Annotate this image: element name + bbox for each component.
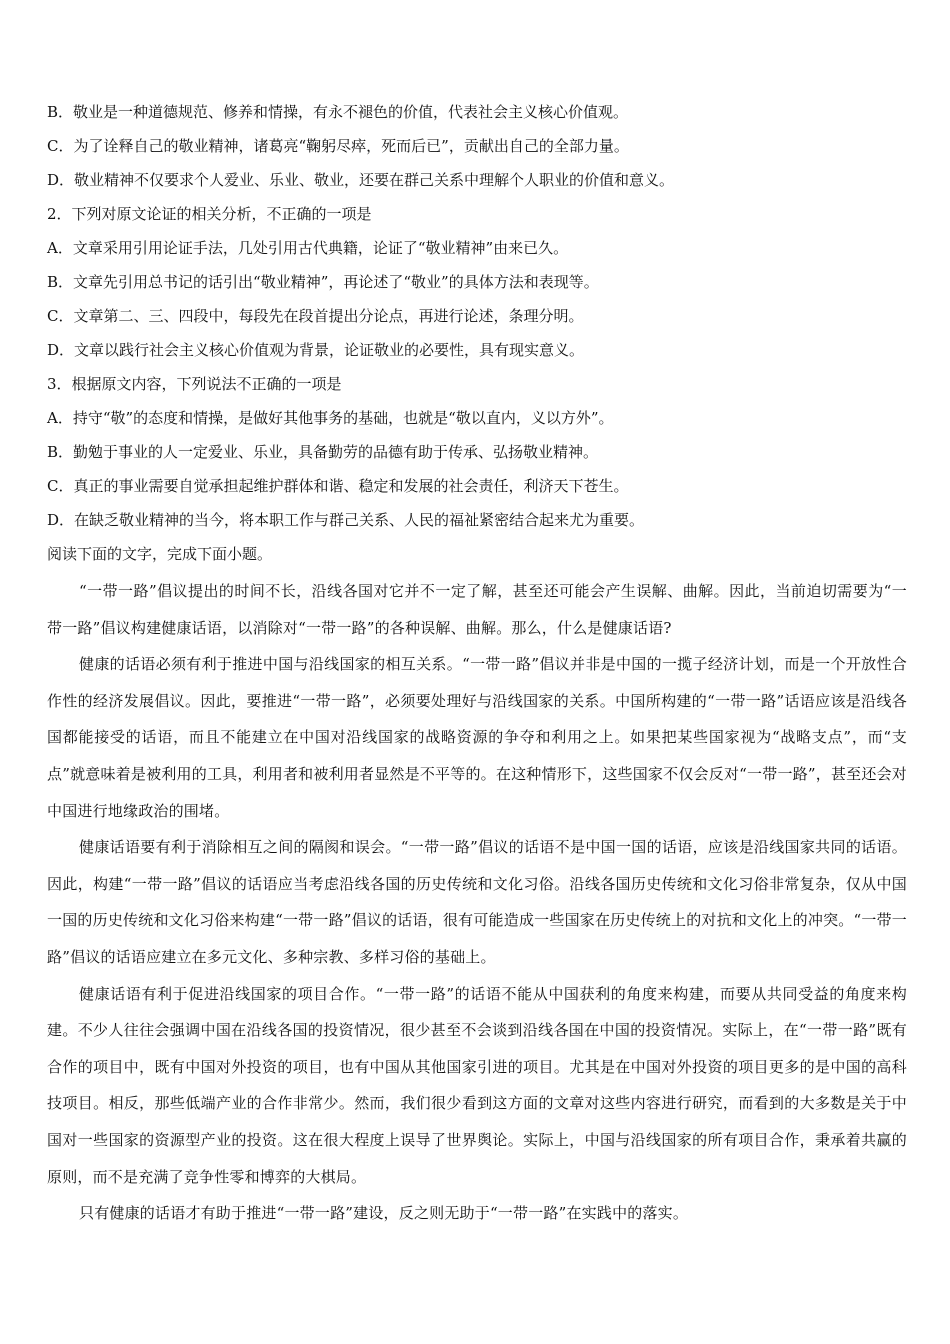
q2-option-c: C．文章第二、三、四段中，每段先在段首提出分论点，再进行论述，条理分明。 bbox=[47, 307, 584, 325]
q2-option-d: D．文章以践行社会主义核心价值观为背景，论证敬业的必要性，具有现实意义。 bbox=[47, 341, 585, 359]
q1-option-d: D．敬业精神不仅要求个人爱业、乐业、敬业，还要在群己关系中理解个人职业的价值和意义。 bbox=[47, 171, 675, 189]
q1-option-c: C．为了诠释自己的敬业精神，诸葛亮“鞠躬尽瘁，死而后已”，贡献出自己的全部力量。 bbox=[47, 137, 629, 155]
q2-option-b: B．文章先引用总书记的话引出“敬业精神”，再论述了“敬业”的具体方法和表现等。 bbox=[47, 273, 599, 291]
q3-option-a: A．持守“敬”的态度和情操，是做好其他事务的基础，也就是“敬以直内，义以方外”。 bbox=[47, 409, 614, 427]
reading-passage bbox=[47, 573, 907, 1232]
q3-option-c: C．真正的事业需要自觉承担起维护群体和谐、稳定和发展的社会责任，利济天下苍生。 bbox=[47, 477, 629, 495]
q1-option-b: B．敬业是一种道德规范、修养和情操，有永不褪色的价值，代表社会主义核心价值观。 bbox=[47, 103, 629, 121]
passage-paragraph-2: 健康的话语必须有利于推进中国与沿线国家的相互关系。“一带一路”倡议并非是中国的一揽子经济计划，而是一个开放性合作性的经济发展倡议。因此，要推进“一带一路”，必须要处理好与沿线国家的关系。中国所构建的“一带一路”话语应该是沿线各国都能接受的话语，而且不能建立在中国对沿线国家的战略资源的争夺和利用之上。如果把某些国家视为“战略支点”，而“支点”就意味着是被利用的工具，利用者和被利用者显然是不平等的。在这种情形下，这些国家不仅会反对“一带一路”，甚至还会对中国进行地缘政治的围堵。 bbox=[47, 655, 907, 820]
reading-instruction: 阅读下面的文字，完成下面小题。 bbox=[47, 545, 273, 563]
q3-stem: 3．根据原文内容，下列说法不正确的一项是 bbox=[47, 375, 342, 393]
passage-paragraph-1: “一带一路”倡议提出的时间不长，沿线各国对它并不一定了解，甚至还可能会产生误解、曲解。因此，当前迫切需要为“一带一路”倡议构建健康话语，以消除对“一带一路”的各种误解、曲解。那么，什么是健康话语? bbox=[47, 582, 907, 637]
q3-option-d: D．在缺乏敬业精神的当今，将本职工作与群己关系、人民的福祉紧密结合起来尤为重要。 bbox=[47, 511, 645, 529]
q2-stem: 2．下列对原文论证的相关分析，不正确的一项是 bbox=[47, 205, 372, 223]
passage-paragraph-5: 只有健康的话语才有助于推进“一带一路”建设，反之则无助于“一带一路”在实践中的落实。 bbox=[79, 1204, 689, 1223]
passage-paragraph-4: 健康话语有利于促进沿线国家的项目合作。“一带一路”的话语不能从中国获利的角度来构建，而要从共同受益的角度来构建。不少人往往会强调中国在沿线各国的投资情况，很少甚至不会谈到沿线各国在中国的投资情况。实际上，在“一带一路”既有合作的项目中，既有中国对外投资的项目，也有中国从其他国家引进的项目。尤其是在中国对外投资的项目更多的是中国的高科技项目。相反，那些低端产业的合作非常少。然而，我们很少看到这方面的文章对这些内容进行研究，而看到的大多数是关于中国对一些国家的资源型产业的投资。这在很大程度上误导了世界舆论。实际上，中国与沿线国家的所有项目合作，秉承着共赢的原则，而不是充满了竞争性零和博弈的大棋局。 bbox=[47, 984, 907, 1186]
q3-option-b: B．勤勉于事业的人一定爱业、乐业，具备勤劳的品德有助于传承、弘扬敬业精神。 bbox=[47, 443, 599, 461]
q2-option-a: A．文章采用引用论证手法，几处引用古代典籍，论证了“敬业精神”由来已久。 bbox=[47, 239, 569, 257]
passage-paragraph-3: 健康话语要有利于消除相互之间的隔阂和误会。“一带一路”倡议的话语不是中国一国的话语，应该是沿线国家共同的话语。因此，构建“一带一路”倡议的话语应当考虑沿线各国的历史传统和文化习俗。沿线各国历史传统和文化习俗非常复杂，仅从中国一国的历史传统和文化习俗来构建“一带一路”倡议的话语，很有可能造成一些国家在历史传统上的对抗和文化上的冲突。“一带一路”倡议的话语应建立在多元文化、多种宗教、多样习俗的基础上。 bbox=[47, 838, 907, 966]
